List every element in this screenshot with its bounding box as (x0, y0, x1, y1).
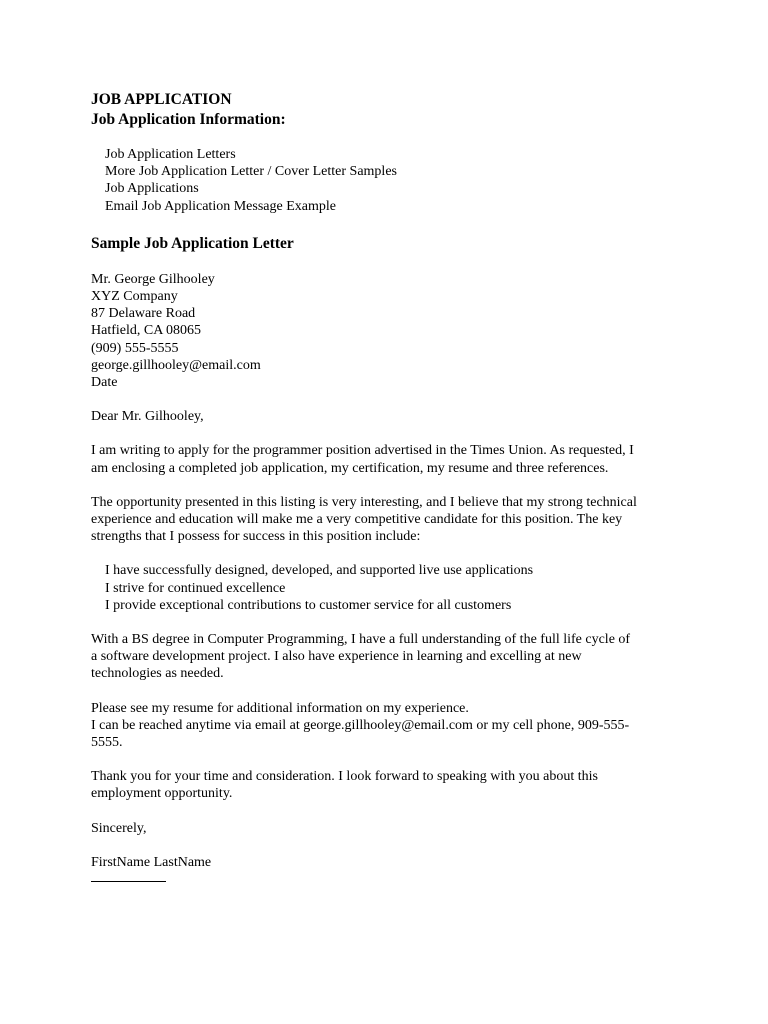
recipient-company: XYZ Company (91, 289, 178, 305)
signature-block (91, 854, 691, 882)
paragraph-line: technologies as needed. (91, 666, 224, 682)
salutation: Dear Mr. Gilhooley, (91, 409, 204, 425)
signature-name: FirstName LastName (91, 854, 212, 870)
letter-date: Date (91, 375, 118, 391)
recipient-address (91, 271, 691, 391)
document-title: JOB APPLICATION (91, 91, 232, 108)
signature-line (91, 871, 166, 882)
recipient-name: Mr. George Gilhooley (91, 271, 215, 287)
paragraph-line: employment opportunity. (91, 786, 233, 802)
paragraph-line: I can be reached anytime via email at george.gillhooley@email.com or my cell phone, 909-555- (91, 717, 630, 733)
info-link-application-letters[interactable]: Job Application Letters (105, 147, 236, 162)
paragraph-line: am enclosing a completed job application, my certification, my resume and three references. (91, 460, 609, 476)
paragraph-degree (91, 631, 691, 683)
paragraph-line: Please see my resume for additional information on my experience. (91, 700, 469, 716)
paragraph-thanks (91, 768, 691, 802)
recipient-city: Hatfield, CA 08065 (91, 323, 202, 339)
paragraph-contact (91, 700, 691, 752)
paragraph-line: Thank you for your time and consideration. I look forward to speaking with you about this (91, 769, 599, 785)
paragraph-line: The opportunity presented in this listing is very interesting, and I believe that my strong technical (91, 494, 637, 510)
strength-item: I strive for continued excellence (105, 580, 286, 596)
strengths-list (91, 562, 691, 614)
paragraph-line: experience and education will make me a very competitive candidate for this position. The key (91, 512, 623, 528)
letter-document (91, 90, 691, 882)
recipient-email: george.gillhooley@email.com (91, 357, 261, 373)
sample-letter-title: Sample Job Application Letter (91, 234, 294, 252)
info-link-cover-letter-samples[interactable]: More Job Application Letter / Cover Letter Samples (105, 164, 397, 180)
info-link-email-message-example[interactable]: Email Job Application Message Example (105, 198, 336, 214)
paragraph-line: strengths that I possess for success in this position include: (91, 529, 421, 545)
paragraph-intro (91, 442, 691, 476)
paragraph-line: I am writing to apply for the programmer position advertised in the Times Union. As requested, I (91, 443, 634, 459)
paragraph-line: With a BS degree in Computer Programming, I have a full understanding of the full life cycle of (91, 632, 631, 648)
paragraph-line: a software development project. I also have experience in learning and excelling at new (91, 649, 582, 665)
info-link-list (91, 146, 691, 215)
recipient-phone: (909) 555-5555 (91, 340, 179, 356)
info-link-job-applications[interactable]: Job Applications (105, 181, 199, 197)
strength-item: I provide exceptional contributions to customer service for all customers (105, 597, 512, 613)
section-title-information: Job Application Information: (91, 111, 286, 128)
paragraph-line: 5555. (91, 735, 123, 751)
closing: Sincerely, (91, 820, 147, 836)
paragraph-opportunity (91, 494, 691, 546)
recipient-street: 87 Delaware Road (91, 306, 196, 322)
strength-item: I have successfully designed, developed, and supported live use applications (105, 563, 534, 579)
